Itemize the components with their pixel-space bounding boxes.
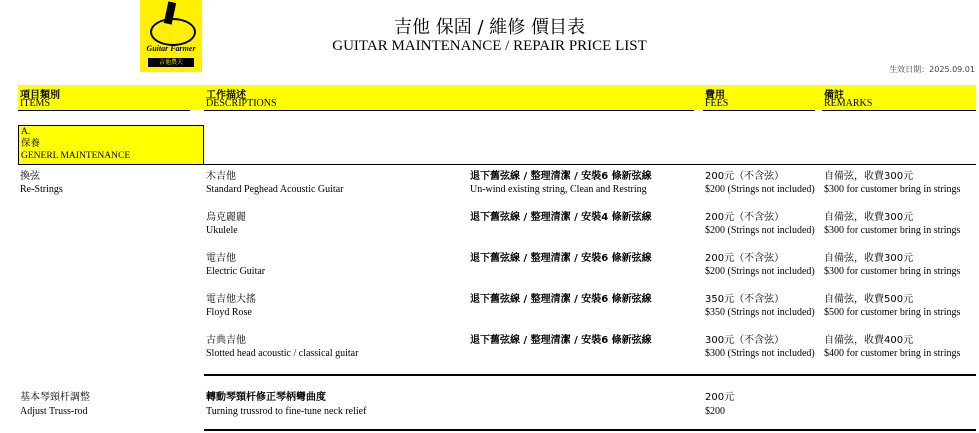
header-fees-en: FEES (705, 98, 729, 109)
section-code: A. (21, 127, 31, 137)
row-desc-zh: 退下舊弦線 / 整理清潔 / 安裝4 條新弦線 (470, 212, 652, 223)
header-underline (204, 110, 694, 111)
row-name-zh: 木吉他 (206, 171, 236, 182)
row-fee-en: $300 (Strings not included) (705, 348, 815, 359)
row-divider (204, 429, 976, 431)
row-name-en: Ukulele (206, 225, 238, 236)
table-row (0, 211, 979, 241)
header-remarks-en: REMARKS (824, 98, 873, 109)
row-remark-en: $300 for customer bring in strings (824, 266, 961, 277)
header-fees-zh: 費用 (705, 90, 725, 101)
row-remark-zh: 自備弦，收費300元 (824, 212, 914, 223)
row-remark-zh: 自備弦，收費400元 (824, 335, 914, 346)
item-truss-en: Adjust Truss-rod (20, 406, 88, 417)
row-fee-en: $200 (Strings not included) (705, 184, 815, 195)
row-fee-zh: 200元（不含弦） (705, 171, 785, 182)
row-name-en: Electric Guitar (206, 266, 266, 277)
row-fee-zh: 350元（不含弦） (705, 294, 785, 305)
effective-date: 生效日期：2025.09.01 (889, 65, 975, 74)
row-name-zh: 電吉他大搖 (206, 294, 256, 305)
row-remark-zh: 自備弦，收費500元 (824, 294, 914, 305)
row-fee-zh: 300元（不含弦） (705, 335, 785, 346)
section-a-box (18, 125, 204, 165)
truss-fee-en: $200 (705, 406, 725, 417)
section-title-zh: 保養 (21, 138, 41, 149)
row-desc-en: Un-wind existing string, Clean and Restring (470, 184, 647, 195)
row-remark-en: $500 for customer bring in strings (824, 307, 961, 318)
header-items-zh: 項目類別 (20, 90, 60, 101)
section-title-en: GENERL MAINTENANCE (21, 151, 131, 161)
row-desc-zh: 退下舊弦線 / 整理清潔 / 安裝6 條新弦線 (470, 335, 652, 346)
row-desc-zh: 退下舊弦線 / 整理清潔 / 安裝6 條新弦線 (470, 294, 652, 305)
header-underline (703, 110, 815, 111)
row-name-zh: 古典吉他 (206, 335, 246, 346)
header-items-en: ITEMS (20, 98, 50, 109)
row-fee-en: $350 (Strings not included) (705, 307, 815, 318)
section-divider (204, 164, 976, 165)
header-remarks-zh: 備註 (824, 90, 844, 101)
header-descriptions-zh: 工作描述 (206, 90, 246, 101)
row-name-zh: 電吉他 (206, 253, 236, 264)
row-name-en: Slotted head acoustic / classical guitar (206, 348, 359, 359)
row-desc-zh: 退下舊弦線 / 整理清潔 / 安裝6 條新弦線 (470, 253, 652, 264)
item-restring-zh: 換弦 (20, 171, 40, 182)
table-row (0, 252, 979, 282)
truss-desc-en: Turning trussrod to fine-tune neck relief (206, 406, 367, 417)
item-restring-en: Re-Strings (20, 184, 63, 195)
row-name-en: Standard Peghead Acoustic Guitar (206, 184, 344, 195)
row-name-en: Floyd Rose (206, 307, 252, 318)
header-underline (18, 110, 190, 111)
header-underline (822, 110, 976, 111)
page-title-zh: 吉他 保固 / 維修 價目表 (394, 17, 585, 38)
truss-fee-zh: 200元 (705, 392, 735, 403)
row-remark-zh: 自備弦，收費300元 (824, 171, 914, 182)
header-descriptions-en: DESCRIPTIONS (206, 98, 277, 109)
row-remark-en: $400 for customer bring in strings (824, 348, 961, 359)
logo-text-zh: 吉他農夫 (148, 58, 194, 67)
table-row (0, 293, 979, 323)
table-row (0, 334, 979, 364)
truss-desc-zh: 轉動琴頸杆修正琴柄彎曲度 (206, 392, 326, 403)
row-desc-zh: 退下舊弦線 / 整理清潔 / 安裝6 條新弦線 (470, 171, 652, 182)
row-remark-zh: 自備弦，收費300元 (824, 253, 914, 264)
row-divider (204, 374, 976, 376)
item-truss-zh: 基本琴頸杆調整 (20, 392, 90, 403)
row-fee-en: $200 (Strings not included) (705, 225, 815, 236)
row-fee-zh: 200元（不含弦） (705, 212, 785, 223)
logo-text-en: Guitar Farmer (146, 44, 196, 53)
row-remark-en: $300 for customer bring in strings (824, 184, 961, 195)
row-remark-en: $300 for customer bring in strings (824, 225, 961, 236)
row-fee-en: $200 (Strings not included) (705, 266, 815, 277)
page-title-en: GUITAR MAINTENANCE / REPAIR PRICE LIST (332, 38, 647, 54)
row-fee-zh: 200元（不含弦） (705, 253, 785, 264)
row-name-zh: 烏克麗麗 (206, 212, 246, 223)
